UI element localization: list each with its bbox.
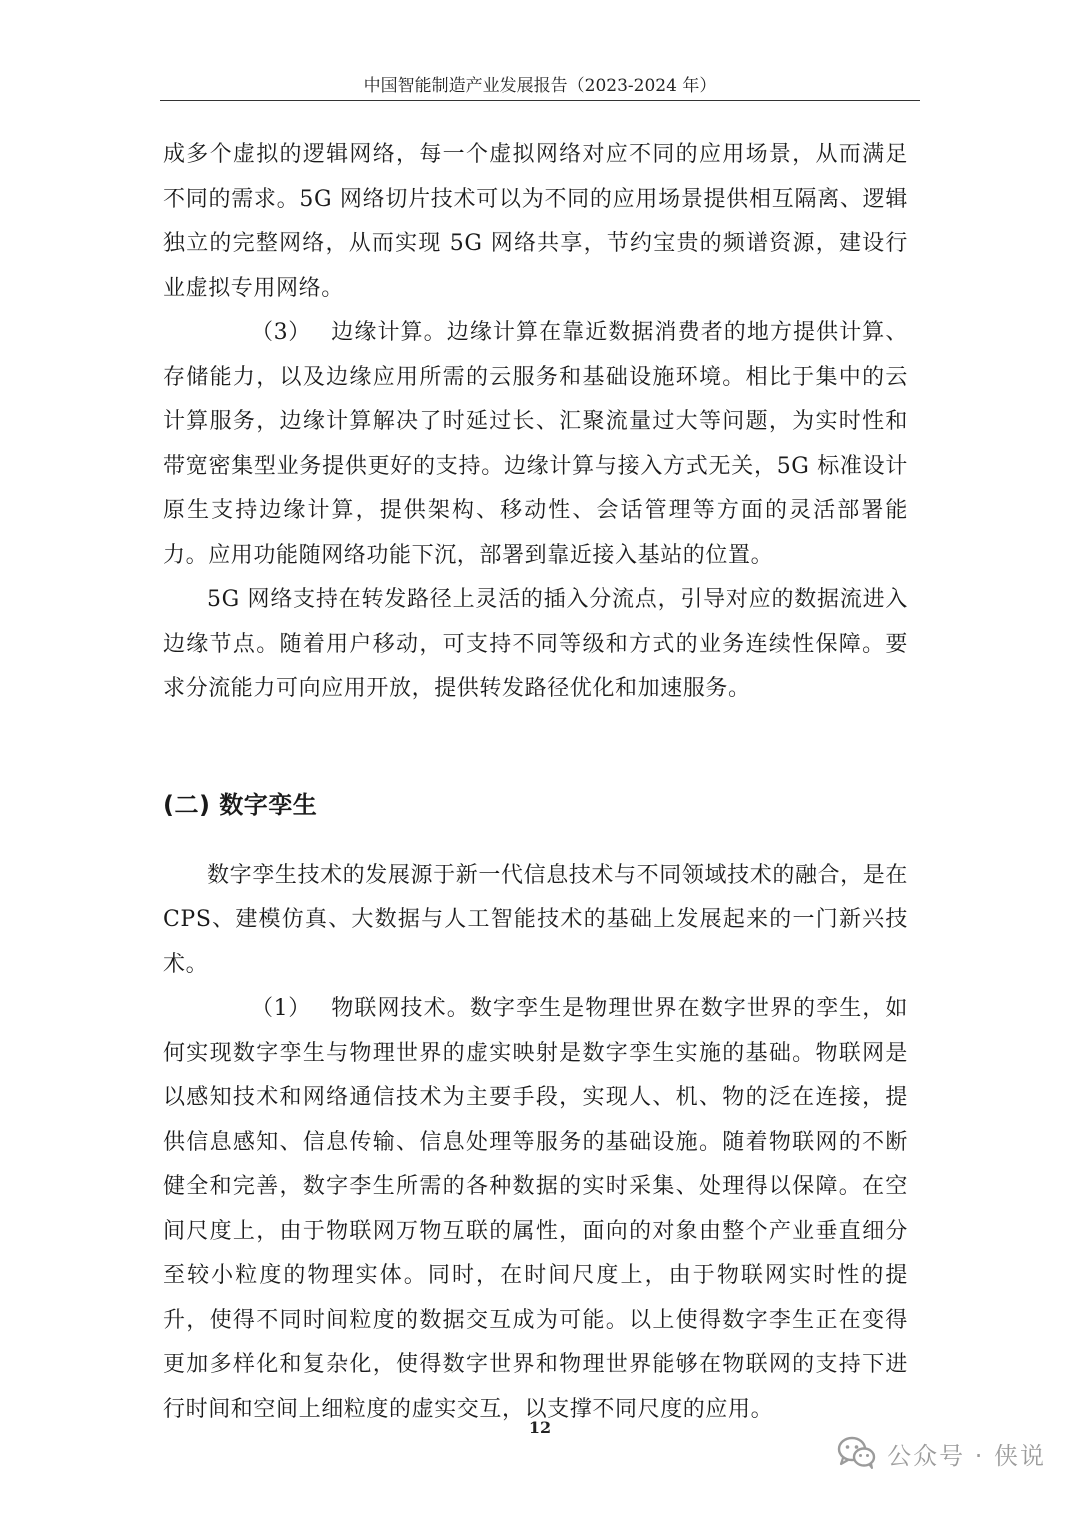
body-text xyxy=(163,133,908,1432)
paragraph-text: 物联网技术。数字孪生是物理世界在数字世界的孪生，如何实现数字孪生与物理世界的虚实映射是数字孪生实施的基础。物联网是以感知技术和网络通信技术为主要手段，实现人、机、物的泛在连接，提供信息感知、信息传输、信息处理等服务的基础设施。随着物联网的不断健全和完善，数字李生所需的各种数据的实时采集、处理得以保障。在空间尺度上，由于物联网万物互联的属性，面向的对象由整个产业垂直细分至较小粒度的物理实体。同时，在时间尺度上，由于物联网实时性的提升，使得不同时间粒度的数据交互成为可能。以上使得数字李生正在变得更加多样化和复杂化，使得数字世界和物理世界能够在物联网的支持下进行时间和空间上细粒度的虚实交互，以支撑不同尺度的应用。 xyxy=(163,996,908,1422)
paragraph-edge-computing xyxy=(163,311,908,578)
section-title: (二) 数字孪生 xyxy=(163,790,318,819)
watermark-text: 公众号 · 侠说 xyxy=(887,1441,1046,1470)
paragraph-digital-twin-intro: 数字孪生技术的发展源于新一代信息技术与不同领域技术的融合，是在 CPS、建模仿真、大数据与人工智能技术的基础上发展起来的一门新兴技术。 xyxy=(163,862,908,977)
page-header: 中国智能制造产业发展报告（2023-2024 年） xyxy=(363,76,717,96)
header-rule xyxy=(160,100,920,101)
paragraph-text: 边缘计算。边缘计算在靠近数据消费者的地方提供计算、存储能力，以及边缘应用所需的云服务和基础设施环境。相比于集中的云计算服务，边缘计算解决了时延过长、汇聚流量过大等问题，为实时性和带宽密集型业务提供更好的支持。边缘计算与接入方式无关，5G 标准设计原生支持边缘计算，提供架构、移动性、会话管理等方面的灵活部署能力。应用功能随网络功能下沉，部署到靠近接入基站的位置。 xyxy=(163,320,908,568)
wechat-icon xyxy=(837,1436,877,1470)
watermark xyxy=(837,1433,1046,1473)
page-number: 12 xyxy=(528,1418,552,1437)
paragraph-offload: 5G 网络支持在转发路径上灵活的插入分流点，引导对应的数据流进入边缘节点。随着用户移动，可支持不同等级和方式的业务连续性保障。要求分流能力可向应用开放，提供转发路径优化和加速服务。 xyxy=(163,587,908,701)
list-number: （1） xyxy=(251,996,311,1021)
paragraph-iot xyxy=(163,987,908,1432)
paragraph-network-slicing: 成多个虚拟的逻辑网络，每一个虚拟网络对应不同的应用场景，从而满足不同的需求。5G 网络切片技术可以为不同的应用场景提供相互隔离、逻辑独立的完整网络，从而实现 5G 网络共享，节约宝贵的频谱资源，建设行业虚拟专用网络。 xyxy=(163,142,908,301)
list-number: （3） xyxy=(251,320,311,345)
